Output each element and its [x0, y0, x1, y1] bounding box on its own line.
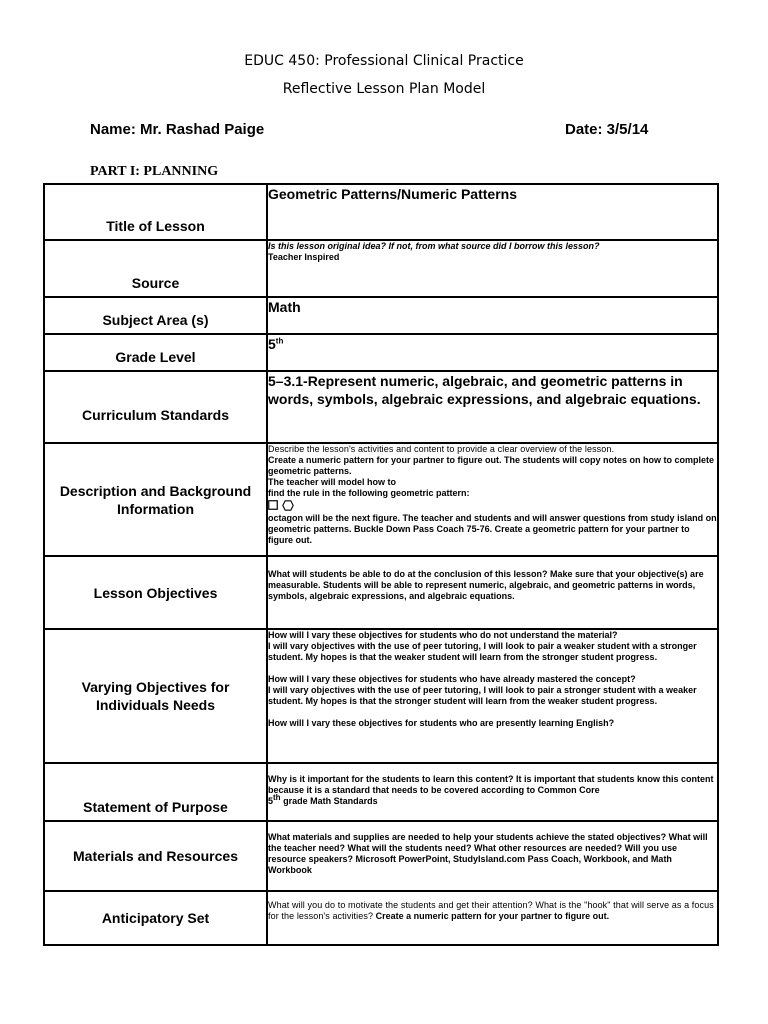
value-cell	[267, 371, 718, 443]
standards-label: Curriculum Standards	[81, 407, 230, 423]
value-cell	[267, 240, 718, 297]
objectives-text: What will students be able to do at the conclusion of this lesson? Make sure that your objective(s) are measurable. Students will be able to represent numeric, algebraic, and geometric patterns in words, symbols, algebraic expressions, and algebraic equations.	[268, 569, 704, 601]
value-cell	[267, 821, 718, 891]
square-icon	[268, 500, 278, 510]
grade-label: Grade Level	[115, 349, 196, 365]
description-line3: find the rule in the following geometric pattern:	[268, 488, 470, 498]
row-grade	[44, 334, 718, 371]
anticipatory-label: Anticipatory Set	[101, 910, 210, 926]
value-cell	[267, 334, 718, 371]
varying-q1: How will I vary these objectives for students who do not understand the material?	[268, 630, 618, 640]
lesson-plan-table	[43, 183, 719, 946]
description-line2: The teacher will model how to	[268, 477, 397, 487]
description-prompt: Describe the lesson's activities and content to provide a clear overview of the lesson.	[268, 444, 615, 454]
row-subject	[44, 297, 718, 334]
label-cell	[44, 240, 267, 297]
value-cell	[267, 297, 718, 334]
description-line1: Create a numeric pattern for your partner to figure out. The students will copy notes on how to complete geometric patterns.	[268, 455, 715, 476]
standards-value: 5–3.1-Represent numeric, algebraic, and geometric patterns in words, symbols, algebraic expressions, and algebraic equations.	[268, 373, 701, 407]
varying-a2: I will vary objectives with the use of peer tutoring, I will look to pair a stronger student with a weaker student. My hopes is that the stronger student will learn from the weaker student progress.	[268, 685, 697, 706]
varying-label: Varying Objectives for Individuals Needs	[81, 679, 230, 713]
purpose-label: Statement of Purpose	[83, 799, 228, 815]
label-cell	[44, 629, 267, 763]
course-title: EDUC 450: Professional Clinical Practice	[244, 53, 524, 69]
source-label: Source	[131, 275, 180, 291]
row-anticipatory	[44, 891, 718, 945]
row-purpose	[44, 763, 718, 821]
row-objectives	[44, 556, 718, 629]
materials-text: What materials and supplies are needed to help your students achieve the stated objectives? What will the teacher need? What will the students need? What other resources are needed? Will you use resource speakers? Microsoft PowerPoint, StudyIsland.com Pass Coach, Workbook, and Math Workbook	[268, 832, 708, 875]
label-cell	[44, 297, 267, 334]
purpose-text: Why is it important for the students to learn this content? It is important that students know this content because it is a standard that needs to be covered according to Common Core	[268, 774, 714, 795]
plan-date: Date: 3/5/14	[565, 121, 649, 138]
teacher-name: Name: Mr. Rashad Paige	[90, 121, 265, 138]
label-cell	[44, 821, 267, 891]
value-cell	[267, 443, 718, 556]
source-value: Teacher Inspired	[268, 252, 340, 262]
description-line4: octagon will be the next figure. The teacher and students and will answer questions from study island on geometric patterns. Buckle Down Pass Coach 75-76. Create a geometric pattern for your partner to figure out.	[268, 513, 717, 545]
subject-label: Subject Area (s)	[102, 312, 209, 328]
part-title: PART I: PLANNING	[90, 164, 219, 179]
title-value: Geometric Patterns/Numeric Patterns	[268, 186, 517, 202]
label-cell	[44, 371, 267, 443]
subject-value: Math	[268, 299, 301, 315]
label-cell	[44, 443, 267, 556]
varying-q3: How will I vary these objectives for students who are presently learning English?	[268, 718, 615, 728]
grade-suffix: th	[275, 336, 284, 346]
label-cell	[44, 763, 267, 821]
hexagon-icon	[282, 500, 294, 511]
row-materials	[44, 821, 718, 891]
description-label: Description and Background Information	[59, 482, 252, 517]
objectives-label: Lesson Objectives	[93, 584, 218, 601]
source-question: Is this lesson original idea? If not, from what source did I borrow this lesson?	[268, 241, 600, 251]
grade-value: 5	[268, 336, 276, 352]
materials-label: Materials and Resources	[73, 848, 238, 864]
row-description	[44, 443, 718, 556]
label-cell	[44, 334, 267, 371]
varying-q2: How will I vary these objectives for students who have already mastered the concept?	[268, 674, 636, 684]
varying-a1: I will vary objectives with the use of peer tutoring, I will look to pair a weaker student with a stronger student. My hopes is that the weaker student will learn from the stronger student progress.	[268, 641, 697, 662]
row-title	[44, 184, 718, 240]
value-cell	[267, 184, 718, 240]
value-cell	[267, 629, 718, 763]
purpose-grade: 5	[268, 796, 274, 806]
row-varying	[44, 629, 718, 763]
label-cell	[44, 184, 267, 240]
value-cell	[267, 891, 718, 945]
purpose-tail: grade Math Standards	[280, 796, 378, 806]
plan-model-title: Reflective Lesson Plan Model	[282, 81, 486, 97]
value-cell	[267, 763, 718, 821]
purpose-grade-suffix: th	[273, 793, 281, 802]
row-standards	[44, 371, 718, 443]
anticipatory-prompt: What will you do to motivate the students and get their attention? What is the "hook" that will serve as a focus for the lesson's activities?	[268, 900, 714, 921]
value-cell	[267, 556, 718, 629]
label-cell	[44, 556, 267, 629]
pattern-shapes	[268, 499, 294, 511]
label-cell	[44, 891, 267, 945]
row-source	[44, 240, 718, 297]
anticipatory-text: Create a numeric pattern for your partner to figure out.	[373, 911, 610, 921]
title-label: Title of Lesson	[106, 218, 205, 234]
